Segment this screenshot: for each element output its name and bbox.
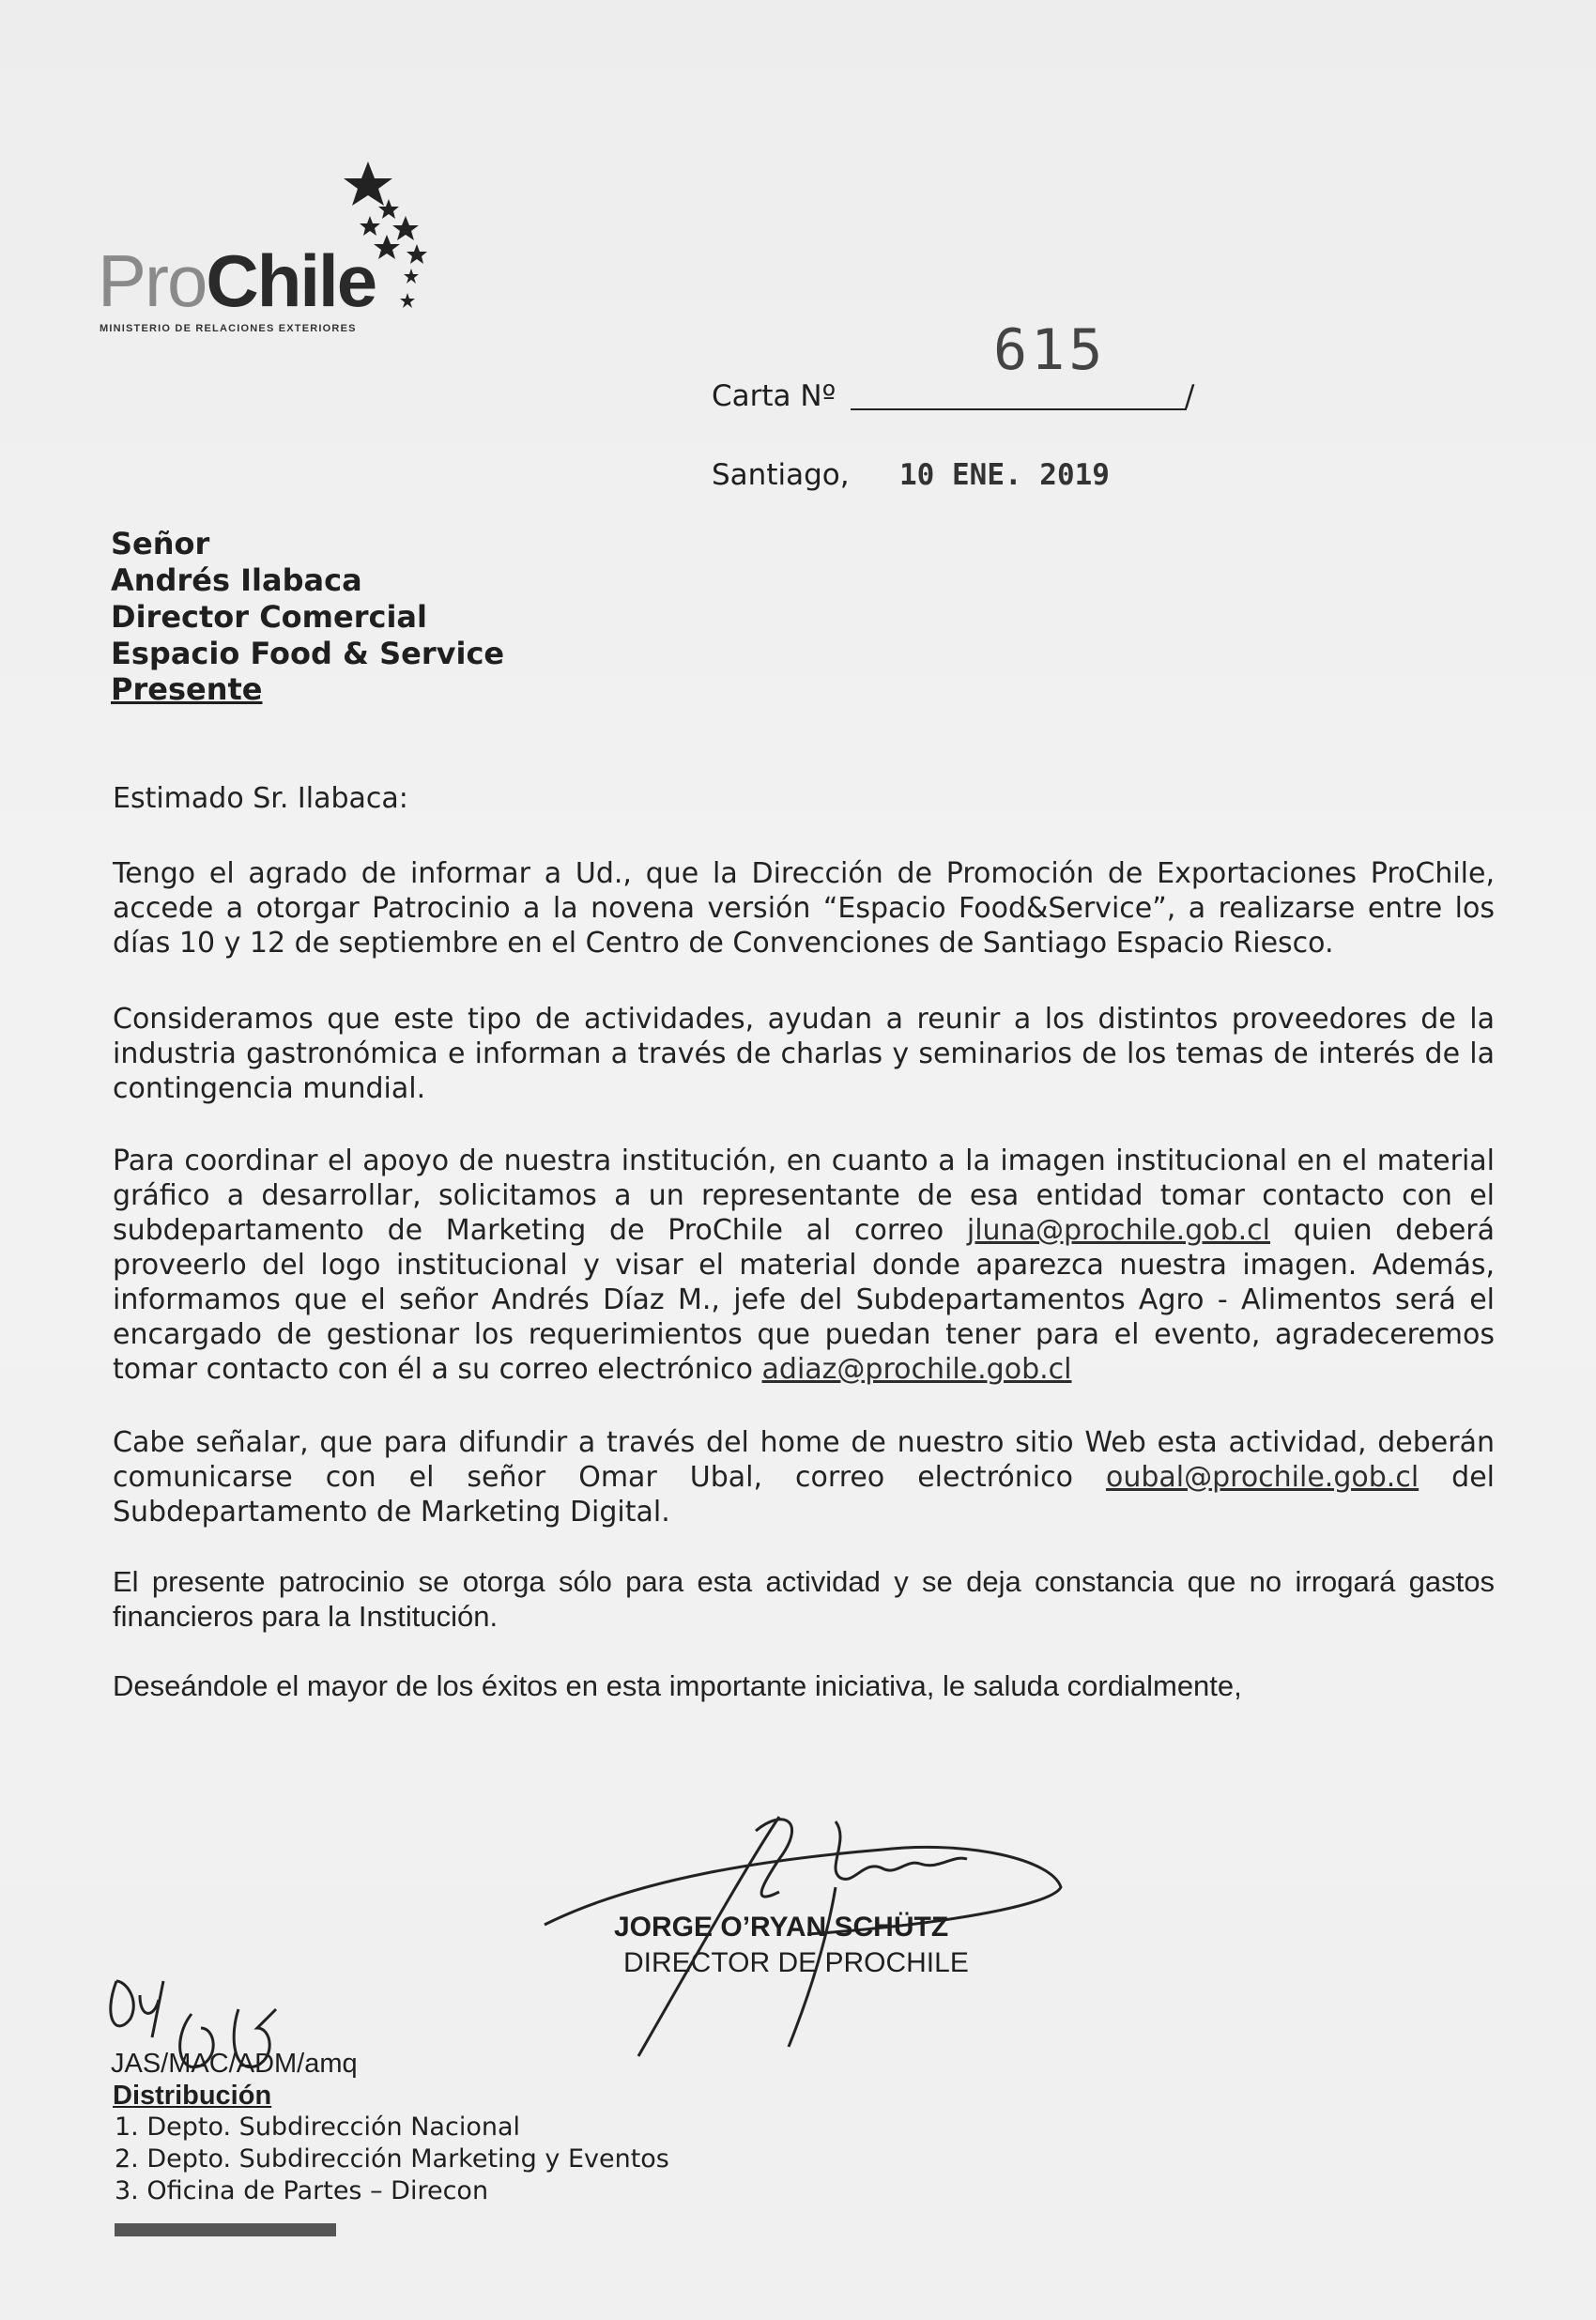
signatory-name: JORGE O’RYAN SCHÜTZ	[614, 1912, 949, 1943]
salutation: Estimado Sr. Ilabaca:	[113, 782, 408, 815]
footer-bar	[115, 2223, 336, 2236]
carta-slash: /	[1185, 379, 1195, 413]
paragraph-5: El presente patrocinio se otorga sólo para esta actividad y se deja constancia que no irrogará gastos financieros para la Institución.	[113, 1565, 1495, 1633]
email-link-adiaz[interactable]: adiaz@prochile.gob.cl	[761, 1353, 1072, 1386]
carta-line	[851, 408, 1187, 410]
carta-label: Carta Nº	[712, 379, 836, 413]
addressee-line: Señor	[111, 526, 210, 561]
distribution-heading: Distribución	[113, 2081, 272, 2111]
signatory-title: DIRECTOR DE PROCHILE	[623, 1947, 969, 1978]
logo-wordmark: ProChile	[98, 239, 376, 322]
closing: Deseándole el mayor de los éxitos en esta importante iniciativa, le saluda cordialmente,	[113, 1669, 1242, 1702]
prochile-logo	[98, 158, 454, 346]
paragraph-1: Tengo el agrado de informar a Ud., que la Dirección de Promoción de Exportaciones ProChile, accede a otorgar Patrocinio a la novena versión “Espacio Food&Service”, a realizarse entre los días 10 y 12 de septiembre en el Centro de Convenciones de Santiago Espacio Riesco.	[113, 857, 1495, 960]
paragraph-2: Consideramos que este tipo de actividades, ayudan a reunir a los distintos proveedores de la industria gastronómica e informan a través de charlas y seminarios de los temas de interés de la contingencia mundial.	[113, 1003, 1495, 1105]
date-stamp: 10 ENE. 2019	[899, 458, 1110, 492]
paragraph-3: Para coordinar el apoyo de nuestra institución, en cuanto a la imagen institucional en el material gráfico a desarrollar, solicitamos a un representante de esa entidad tomar contacto con el subdepartamento de Marketing de ProChile al correo jluna@prochile.gob.cl quien deberá proveerlo del logo institucional y visar el material donde aparezca nuestra imagen. Además, informamos que el señor Andrés Díaz M., jefe del Subdepartamentos Agro - Alimentos será el encargado de gestionar los requerimientos que puedan tener para el evento, agradeceremos tomar contacto con él a su correo electrónico adiaz@prochile.gob.cl	[113, 1145, 1495, 1386]
addressee-line: Andrés Ilabaca	[111, 562, 362, 598]
email-link-jluna[interactable]: jluna@prochile.gob.cl	[966, 1214, 1271, 1247]
logo-subtitle: MINISTERIO DE RELACIONES EXTERIORES	[100, 323, 357, 334]
place: Santiago,	[712, 458, 850, 492]
distribution-item: 2. Depto. Subdirección Marketing y Eventos	[115, 2144, 669, 2174]
distribution-item: 1. Depto. Subdirección Nacional	[115, 2113, 520, 2142]
distribution-item: 3. Oficina de Partes – Direcon	[115, 2176, 489, 2205]
letter-number-stamp: 615	[993, 317, 1107, 383]
addressee-line: Espacio Food & Service	[111, 636, 505, 671]
email-link-oubal[interactable]: oubal@prochile.gob.cl	[1105, 1461, 1420, 1494]
paragraph-4: Cabe señalar, que para difundir a través del home de nuestro sitio Web esta actividad, deberán comunicarse con el señor Omar Ubal, correo electrónico oubal@prochile.gob.cl del Subdepartamento de Marketing Digital.	[113, 1426, 1496, 1529]
addressee-presente: Presente	[111, 671, 263, 707]
reference-initials: JAS/MAC/ADM/amq	[111, 2049, 358, 2079]
addressee-line: Director Comercial	[111, 599, 427, 635]
